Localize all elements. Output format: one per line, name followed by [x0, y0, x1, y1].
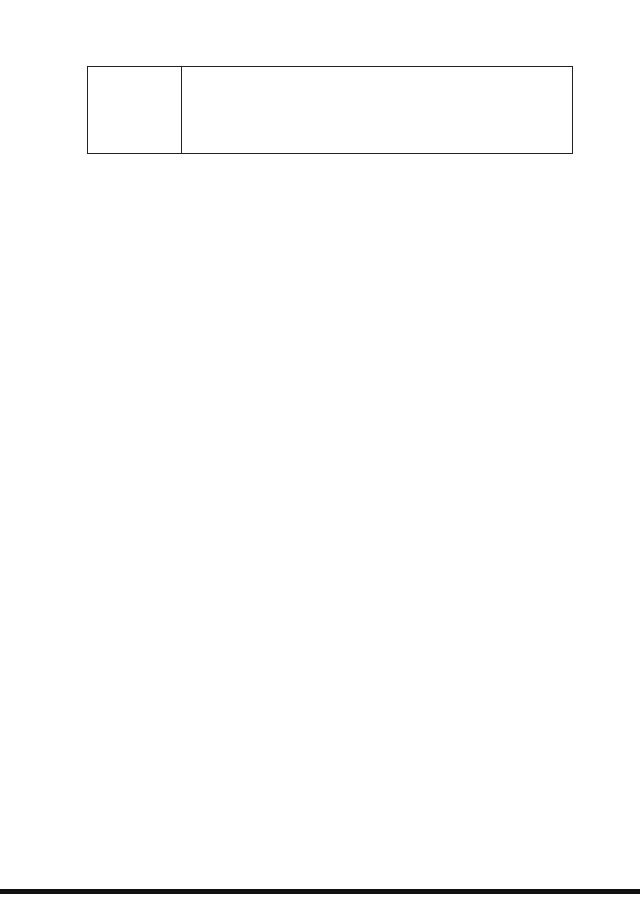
- table-header: [87, 66, 573, 154]
- code-column-header: [88, 67, 182, 153]
- bottom-rule: [0, 889, 640, 894]
- name-column-header: [182, 67, 572, 153]
